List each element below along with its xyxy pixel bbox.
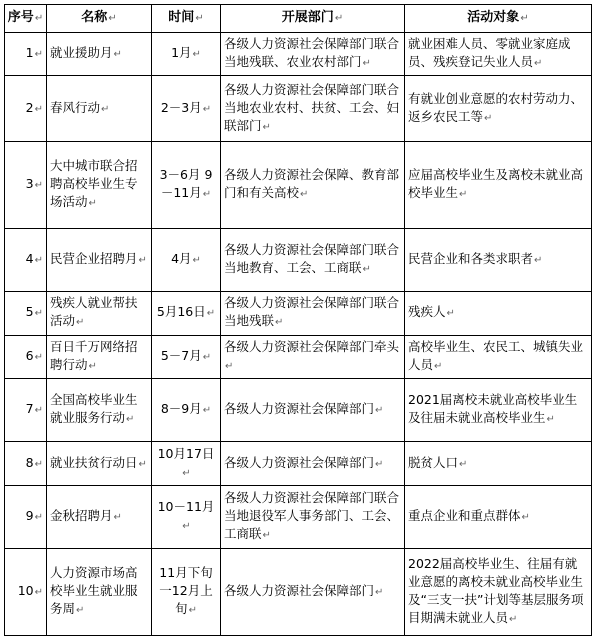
header-cell: 序号↵ [5, 5, 47, 33]
table-row [5, 378, 592, 441]
cell-no: 3↵ [5, 141, 47, 228]
cell-dept: 各级人力资源社会保障部门牵头↵ [221, 335, 405, 378]
cell-dept: 各级人力资源社会保障部门↵ [221, 378, 405, 441]
cell-target: 脱贫人口↵ [405, 442, 592, 485]
cell-dept: 各级人力资源社会保障部门联合当地残联、农业农村部门↵ [221, 33, 405, 76]
cell-dept: 各级人力资源社会保障部门联合当地教育、工会、工商联↵ [221, 228, 405, 291]
table-row [5, 76, 592, 142]
cell-time: 10－11月↵ [152, 485, 221, 548]
cell-target: 2022届高校毕业生、往届有就业意愿的离校未就业高校毕业生及“三支一扶”计划等基层服务项目期满未就业人员↵ [405, 549, 592, 636]
cell-time: 1月↵ [152, 33, 221, 76]
cell-dept: 各级人力资源社会保障部门↵ [221, 549, 405, 636]
cell-no: 8↵ [5, 442, 47, 485]
cell-no: 4↵ [5, 228, 47, 291]
cell-name: 春风行动↵ [47, 76, 152, 142]
cell-no: 5↵ [5, 292, 47, 335]
cell-dept: 各级人力资源社会保障部门联合当地退役军人事务部门、工会、工商联↵ [221, 485, 405, 548]
header-cell: 开展部门↵ [221, 5, 405, 33]
cell-target: 民营企业和各类求职者↵ [405, 228, 592, 291]
cell-target: 高校毕业生、农民工、城镇失业人员↵ [405, 335, 592, 378]
cell-no: 1↵ [5, 33, 47, 76]
cell-no: 6↵ [5, 335, 47, 378]
table-row [5, 292, 592, 335]
header-cell: 时间↵ [152, 5, 221, 33]
cell-no: 9↵ [5, 485, 47, 548]
table-row [5, 549, 592, 636]
header-cell: 名称↵ [47, 5, 152, 33]
cell-name: 大中城市联合招聘高校毕业生专场活动↵ [47, 141, 152, 228]
cell-target: 就业困难人员、零就业家庭成员、残疾登记失业人员↵ [405, 33, 592, 76]
cell-name: 民营企业招聘月↵ [47, 228, 152, 291]
cell-target: 应届高校毕业生及离校未就业高校毕业生↵ [405, 141, 592, 228]
cell-name: 人力资源市场高校毕业生就业服务周↵ [47, 549, 152, 636]
table-row [5, 335, 592, 378]
cell-target: 2021届离校未就业高校毕业生及往届未就业高校毕业生↵ [405, 378, 592, 441]
header-cell: 活动对象↵ [405, 5, 592, 33]
cell-name: 金秋招聘月↵ [47, 485, 152, 548]
cell-target: 残疾人↵ [405, 292, 592, 335]
cell-time: 2－3月↵ [152, 76, 221, 142]
table-row [5, 33, 592, 76]
cell-time: 5－7月↵ [152, 335, 221, 378]
table-row [5, 485, 592, 548]
table-row [5, 228, 592, 291]
cell-target: 有就业创业意愿的农村劳动力、返乡农民工等↵ [405, 76, 592, 142]
cell-name: 残疾人就业帮扶活动↵ [47, 292, 152, 335]
cell-time: 4月↵ [152, 228, 221, 291]
cell-dept: 各级人力资源社会保障、教育部门和有关高校↵ [221, 141, 405, 228]
cell-dept: 各级人力资源社会保障部门联合当地农业农村、扶贫、工会、妇联部门↵ [221, 76, 405, 142]
cell-name: 百日千万网络招聘行动↵ [47, 335, 152, 378]
header-row [5, 5, 592, 33]
cell-dept: 各级人力资源社会保障部门联合当地残联↵ [221, 292, 405, 335]
cell-target: 重点企业和重点群体↵ [405, 485, 592, 548]
cell-name: 就业扶贫行动日↵ [47, 442, 152, 485]
cell-no: 10↵ [5, 549, 47, 636]
cell-name: 全国高校毕业生就业服务行动↵ [47, 378, 152, 441]
table-row [5, 442, 592, 485]
cell-dept: 各级人力资源社会保障部门↵ [221, 442, 405, 485]
cell-time: 8－9月↵ [152, 378, 221, 441]
table-row [5, 141, 592, 228]
cell-no: 2↵ [5, 76, 47, 142]
cell-name: 就业援助月↵ [47, 33, 152, 76]
cell-time: 5月16日↵ [152, 292, 221, 335]
activities-table [4, 4, 592, 636]
cell-time: 10月17日↵ [152, 442, 221, 485]
cell-time: 3－6月 9－11月↵ [152, 141, 221, 228]
cell-time: 11月下旬 一12月上旬↵ [152, 549, 221, 636]
cell-no: 7↵ [5, 378, 47, 441]
